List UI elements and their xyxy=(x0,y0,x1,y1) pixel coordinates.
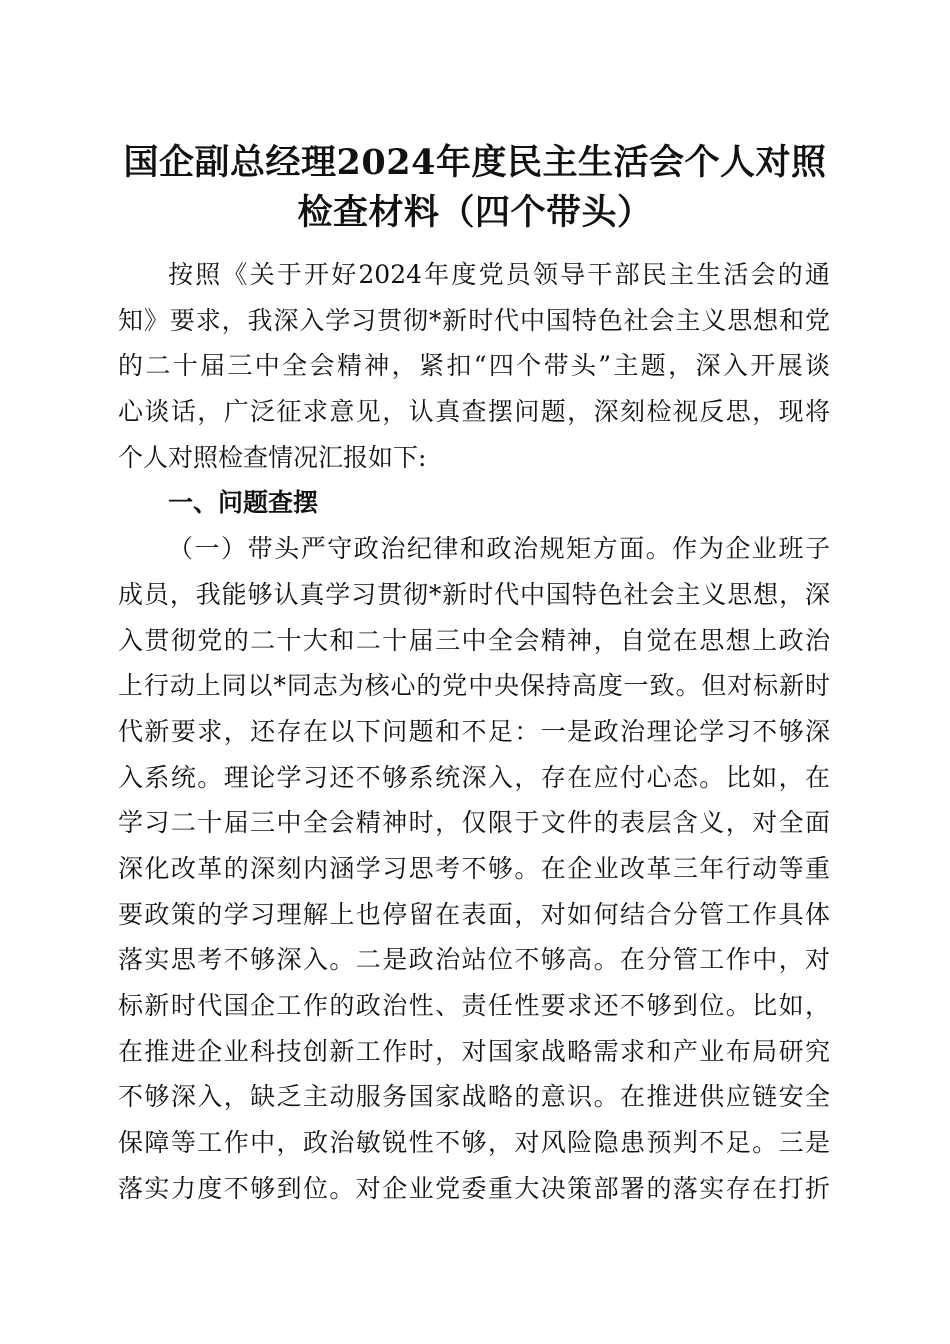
section-1-line-1: （一）带头严守政治纪律和政治规矩方面。作为企业班子 xyxy=(168,534,830,564)
section-1-line-14: 保障等工作中，政治敏锐性不够，对风险隐患预判不足。三是 xyxy=(118,1128,830,1158)
section-1-line-2: 成员，我能够认真学习贯彻*新时代中国特色社会主义思想，深 xyxy=(118,579,830,609)
section-1-line-13: 不够深入，缺乏主动服务国家战略的意识。在推进供应链安全 xyxy=(118,1082,830,1112)
document-title xyxy=(100,138,850,238)
section-1-line-11: 标新时代国企工作的政治性、责任性要求还不够到位。比如， xyxy=(118,991,830,1020)
section-1-line-5: 代新要求，还存在以下问题和不足：一是政治理论学习不够深 xyxy=(118,716,830,746)
intro-paragraph xyxy=(118,252,830,480)
intro-line-4: 心谈话，广泛征求意见，认真查摆问题，深刻检视反思，现将 xyxy=(118,397,830,427)
section-1-paragraph xyxy=(118,526,830,1211)
intro-line-2: 知》要求，我深入学习贯彻*新时代中国特色社会主义思想和党 xyxy=(118,305,830,335)
section-1-line-15: 落实力度不够到位。对企业党委重大决策部署的落实存在打折 xyxy=(118,1173,830,1203)
intro-line-5: 个人对照检查情况汇报如下: xyxy=(118,442,427,472)
section-heading: 一、问题查摆 xyxy=(168,488,319,518)
section-1-line-9: 要政策的学习理解上也停留在表面，对如何结合分管工作具体 xyxy=(118,899,830,929)
section-1-line-10: 落实思考不够深入。二是政治站位不够高。在分管工作中，对 xyxy=(118,945,830,975)
section-1-line-3: 入贯彻党的二十大和二十届三中全会精神，自觉在思想上政治 xyxy=(118,625,830,655)
section-1-line-6: 入系统。理论学习还不够系统深入，存在应付心态。比如，在 xyxy=(118,762,830,792)
intro-line-1: 按照《关于开好2024年度党员领导干部民主生活会的通 xyxy=(168,260,830,289)
section-1-line-12: 在推进企业科技创新工作时，对国家战略需求和产业布局研究 xyxy=(118,1036,830,1066)
document-body xyxy=(118,252,830,1211)
title-line-1: 国企副总经理2024年度民主生活会个人对照 xyxy=(123,142,827,183)
intro-line-3: 的二十届三中全会精神，紧扣“四个带头”主题，深入开展谈 xyxy=(118,351,830,381)
section-1-line-8: 深化改革的深刻内涵学习思考不够。在企业改革三年行动等重 xyxy=(118,853,830,883)
title-line-2: 检查材料（四个带头） xyxy=(297,192,653,233)
section-1-line-7: 学习二十届三中全会精神时，仅限于文件的表层含义，对全面 xyxy=(118,808,830,838)
section-1-line-4: 上行动上同以*同志为核心的党中央保持高度一致。但对标新时 xyxy=(118,671,830,701)
